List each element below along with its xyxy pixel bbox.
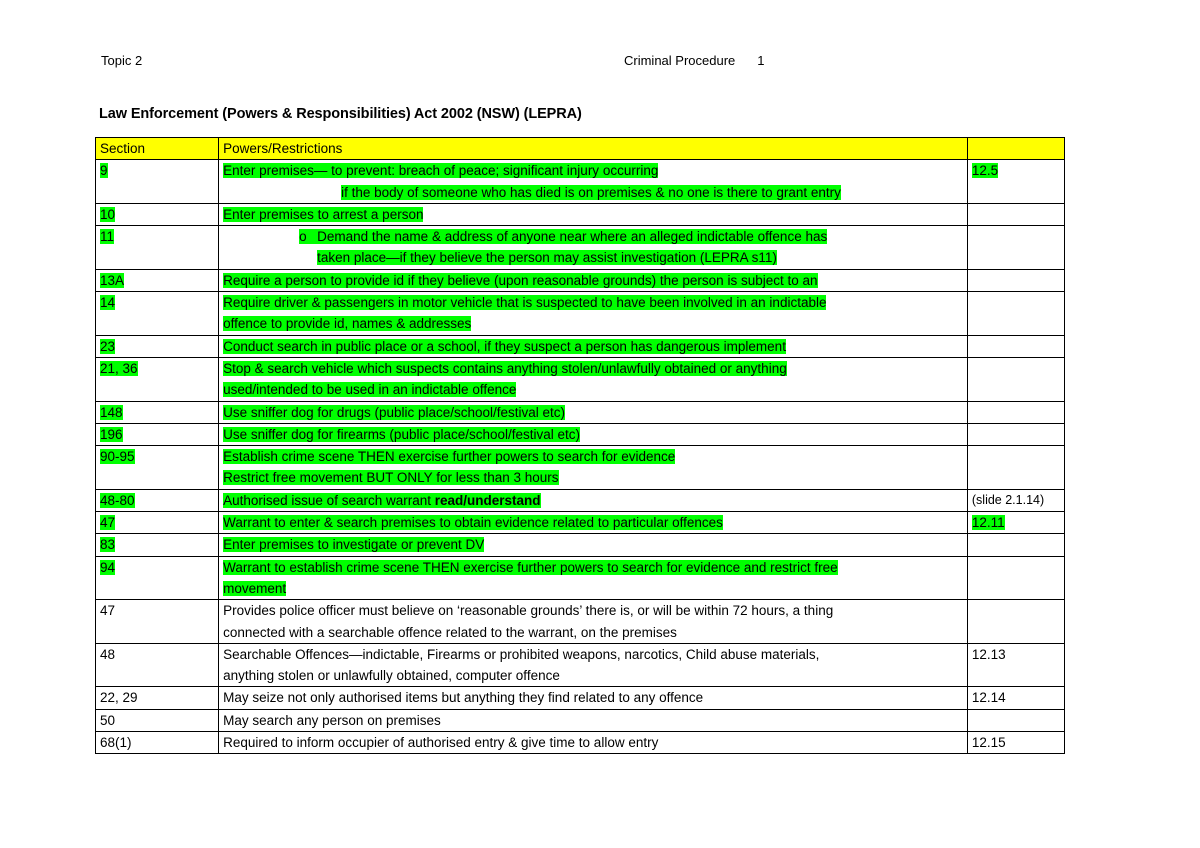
powers-cell [219,423,968,445]
power-text: Use sniffer dog for firearms (public place/school/festival etc) [223,426,581,442]
section-cell [96,203,219,225]
section-number: 23 [100,338,116,354]
section-cell [96,423,219,445]
table-row [96,534,1065,556]
section-number: 11 [100,229,115,245]
section-cell [96,269,219,291]
section-number: 9 [100,163,108,179]
reference-cell: (slide 2.1.14) [967,489,1064,511]
page-number: 1 [757,53,765,68]
power-text: offence to provide id, names & addresses [223,316,472,332]
section-cell [96,357,219,401]
section-cell [96,512,219,534]
table-row [96,556,1065,600]
powers-cell [219,226,968,270]
reference-cell [967,203,1064,225]
section-number: 21, 36 [100,360,138,376]
reference-cell [967,226,1064,270]
reference-text: 12.5 [971,163,999,179]
section-cell: 48 [96,643,219,687]
section-number: 48-80 [100,492,135,508]
section-cell [96,226,219,270]
document-title: Law Enforcement (Powers & Responsibilities) Act 2002 (NSW) (LEPRA) [99,106,582,122]
header-topic: Topic 2 [101,53,143,68]
power-text: Enter premises— to prevent: breach of peace; significant injury occurring [223,163,659,179]
power-text: Enter premises to investigate or prevent DV [223,537,485,553]
powers-cell [219,335,968,357]
table-row [96,732,1065,754]
table-header-row [96,138,1065,160]
section-cell [96,160,219,204]
header-course-title: Criminal Procedure [624,53,736,68]
reference-cell [967,446,1064,490]
power-text: Use sniffer dog for drugs (public place/school/festival etc) [223,404,566,420]
powers-cell [219,512,968,534]
power-text-emphasis: read/understand [434,492,541,508]
power-text: Enter premises to arrest a person [223,206,424,222]
table-row [96,203,1065,225]
powers-cell: Required to inform occupier of authorised entry & give time to allow entry [219,732,968,754]
reference-cell [967,160,1064,204]
power-text: Demand the name & address of anyone near where an alleged indictable offence has [317,229,828,245]
power-text: Warrant to establish crime scene THEN exercise further powers to search for evidence and restrict free [223,559,838,575]
section-number: 83 [100,537,116,553]
powers-cell: May seize not only authorised items but anything they find related to any offence [219,687,968,709]
section-number: 148 [100,404,123,420]
lepra-table [95,137,1065,754]
table-row [96,446,1065,490]
reference-cell: 12.15 [967,732,1064,754]
table-row [96,643,1065,687]
section-cell: 47 [96,600,219,644]
reference-cell: 12.13 [967,643,1064,687]
reference-cell [967,357,1064,401]
table-row [96,160,1065,204]
power-text: Searchable Offences—indictable, Firearms or prohibited weapons, narcotics, Child abuse materials, [223,646,820,662]
section-cell [96,401,219,423]
reference-cell: 12.14 [967,687,1064,709]
reference-cell [967,269,1064,291]
section-number: 13A [100,272,125,288]
section-cell [96,335,219,357]
header-course [624,53,765,68]
reference-cell [967,709,1064,731]
table-row [96,401,1065,423]
powers-cell [219,203,968,225]
section-cell [96,556,219,600]
table-row [96,357,1065,401]
power-text: Authorised issue of search warrant [223,492,435,508]
powers-cell [219,556,968,600]
table-row [96,512,1065,534]
header-section: Section [96,138,219,160]
section-cell [96,489,219,511]
table-row [96,292,1065,336]
power-text: Stop & search vehicle which suspects contains anything stolen/unlawfully obtained or anything [223,360,787,376]
powers-cell [219,600,968,644]
section-number: 90-95 [100,449,135,465]
power-text: Restrict free movement BUT ONLY for less than 3 hours [223,470,559,486]
section-cell: 68(1) [96,732,219,754]
section-number: 196 [100,426,123,442]
reference-cell [967,556,1064,600]
powers-cell [219,489,968,511]
reference-cell [967,600,1064,644]
section-number: 47 [100,515,116,531]
power-text: movement [223,580,287,596]
header-powers: Powers/Restrictions [219,138,968,160]
header-reference [967,138,1064,160]
power-text: connected with a searchable offence related to the warrant, on the premises [223,624,677,640]
table-row [96,489,1065,511]
powers-cell [219,534,968,556]
powers-cell [219,357,968,401]
table-row [96,335,1065,357]
section-number: 10 [100,206,116,222]
power-text: Require driver & passengers in motor vehicle that is suspected to have been involved in an indictable [223,295,827,311]
table-row [96,226,1065,270]
section-cell [96,534,219,556]
reference-cell [967,292,1064,336]
table-row [96,600,1065,644]
table-row [96,687,1065,709]
power-text: Require a person to provide id if they believe (upon reasonable grounds) the person is subject to an [223,272,818,288]
section-cell [96,292,219,336]
section-number: 14 [100,295,116,311]
powers-cell: May search any person on premises [219,709,968,731]
table-row [96,709,1065,731]
power-text: if the body of someone who has died is on premises & no one is there to grant entry [341,184,841,200]
bullet-icon: o [299,229,317,244]
table-row [96,423,1065,445]
section-number: 94 [100,559,116,575]
reference-cell [967,512,1064,534]
powers-cell [219,446,968,490]
powers-cell [219,269,968,291]
powers-cell [219,643,968,687]
section-cell [96,446,219,490]
reference-cell [967,335,1064,357]
powers-cell [219,401,968,423]
reference-cell [967,534,1064,556]
power-text: Conduct search in public place or a school, if they suspect a person has dangerous implement [223,338,786,354]
section-cell: 22, 29 [96,687,219,709]
reference-text: 12.11 [971,515,1005,531]
power-text: Establish crime scene THEN exercise further powers to search for evidence [223,449,676,465]
powers-cell [219,160,968,204]
reference-cell [967,401,1064,423]
table-row [96,269,1065,291]
power-text: anything stolen or unlawfully obtained, computer offence [223,668,560,684]
reference-cell [967,423,1064,445]
section-cell: 50 [96,709,219,731]
power-text: taken place—if they believe the person may assist investigation (LEPRA s11) [317,250,777,266]
powers-cell [219,292,968,336]
power-text: Warrant to enter & search premises to obtain evidence related to particular offences [223,515,723,531]
power-text: Provides police officer must believe on ‘reasonable grounds’ there is, or will be within 72 hours, a thing [223,603,834,619]
power-text: used/intended to be used in an indictable offence [223,382,517,398]
